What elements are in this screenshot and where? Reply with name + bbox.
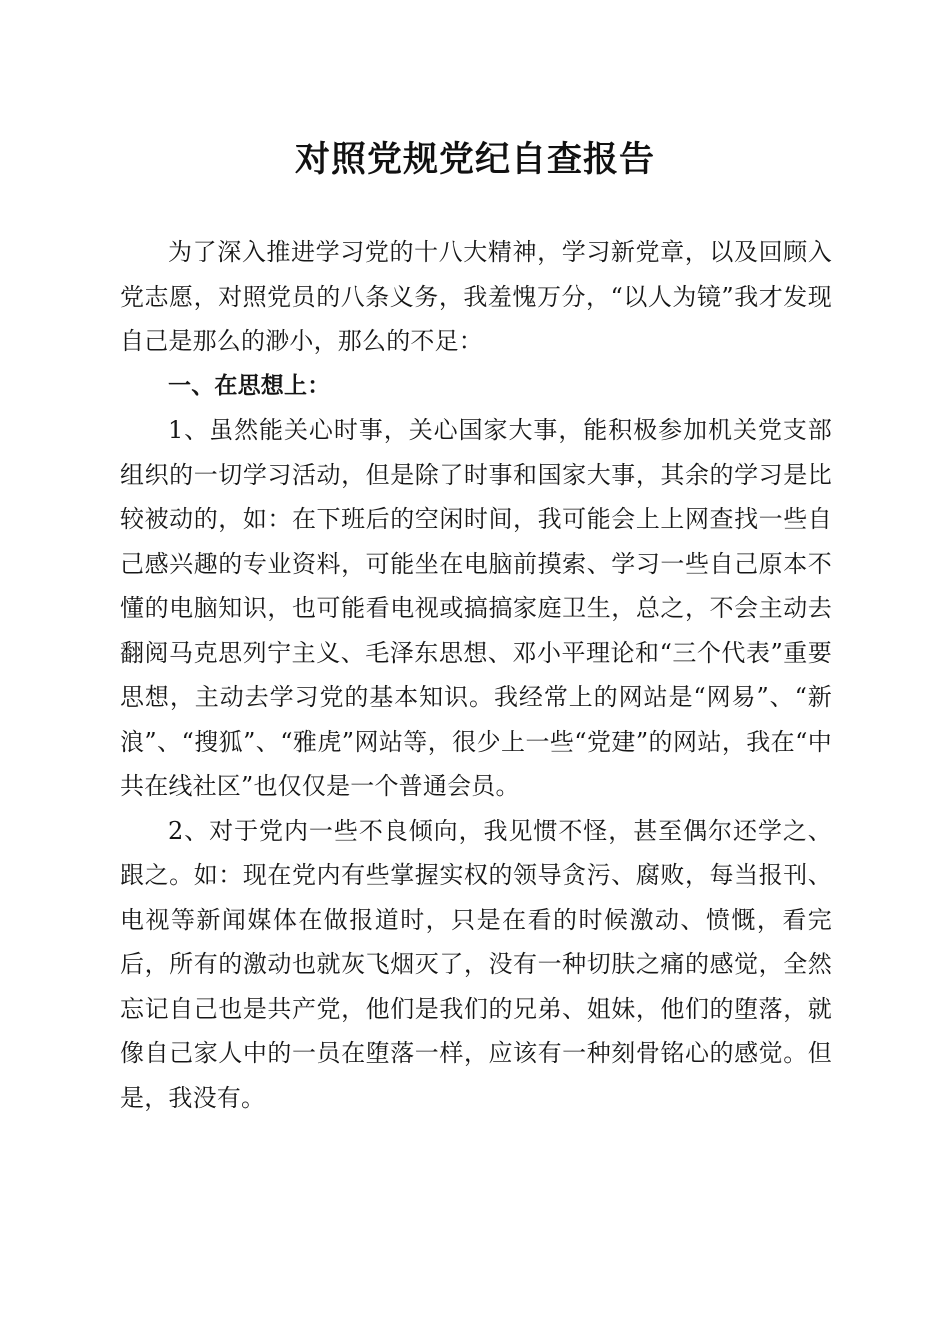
body-paragraph-2: 2、对于党内一些不良倾向，我见惯不怪，甚至偶尔还学之、跟之。如：现在党内有些掌握实权的领导贪污、腐败，每当报刊、电视等新闻媒体在做报道时，只是在看的时候激动、愤慨，看完后，所有的激动也就灰飞烟灭了，没有一种切肤之痛的感觉，全然忘记自己也是共产党，他们是我们的兄弟、姐妹，他们的堕落，就像自己家人中的一员在堕落一样，应该有一种刻骨铭心的感觉。但是，我没有。 bbox=[120, 816, 832, 1112]
intro-paragraph: 为了深入推进学习党的十八大精神，学习新党章，以及回顾入党志愿，对照党员的八条义务，我羞愧万分，“以人为镜”我才发现自己是那么的渺小，那么的不足： bbox=[120, 238, 832, 355]
document-body bbox=[120, 230, 832, 1120]
section-heading: 一、在思想上： bbox=[168, 372, 331, 399]
body-paragraph-1: 1、虽然能关心时事，关心国家大事，能积极参加机关党支部组织的一切学习活动，但是除了时事和国家大事，其余的学习是比较被动的，如：在下班后的空闲时间，我可能会上上网查找一些自己感兴趣的专业资料，可能坐在电脑前摸索、学习一些自己原本不懂的电脑知识，也可能看电视或搞搞家庭卫生，总之，不会主动去翻阅马克思列宁主义、毛泽东思想、邓小平理论和“三个代表”重要思想，主动去学习党的基本知识。我经常上的网站是“网易”、“新浪”、“搜狐”、“雅虎”网站等，很少上一些“党建”的网站，我在“中共在线社区”也仅仅是一个普通会员。 bbox=[120, 416, 832, 800]
document-title: 对照党规党纪自查报告 bbox=[294, 139, 655, 180]
